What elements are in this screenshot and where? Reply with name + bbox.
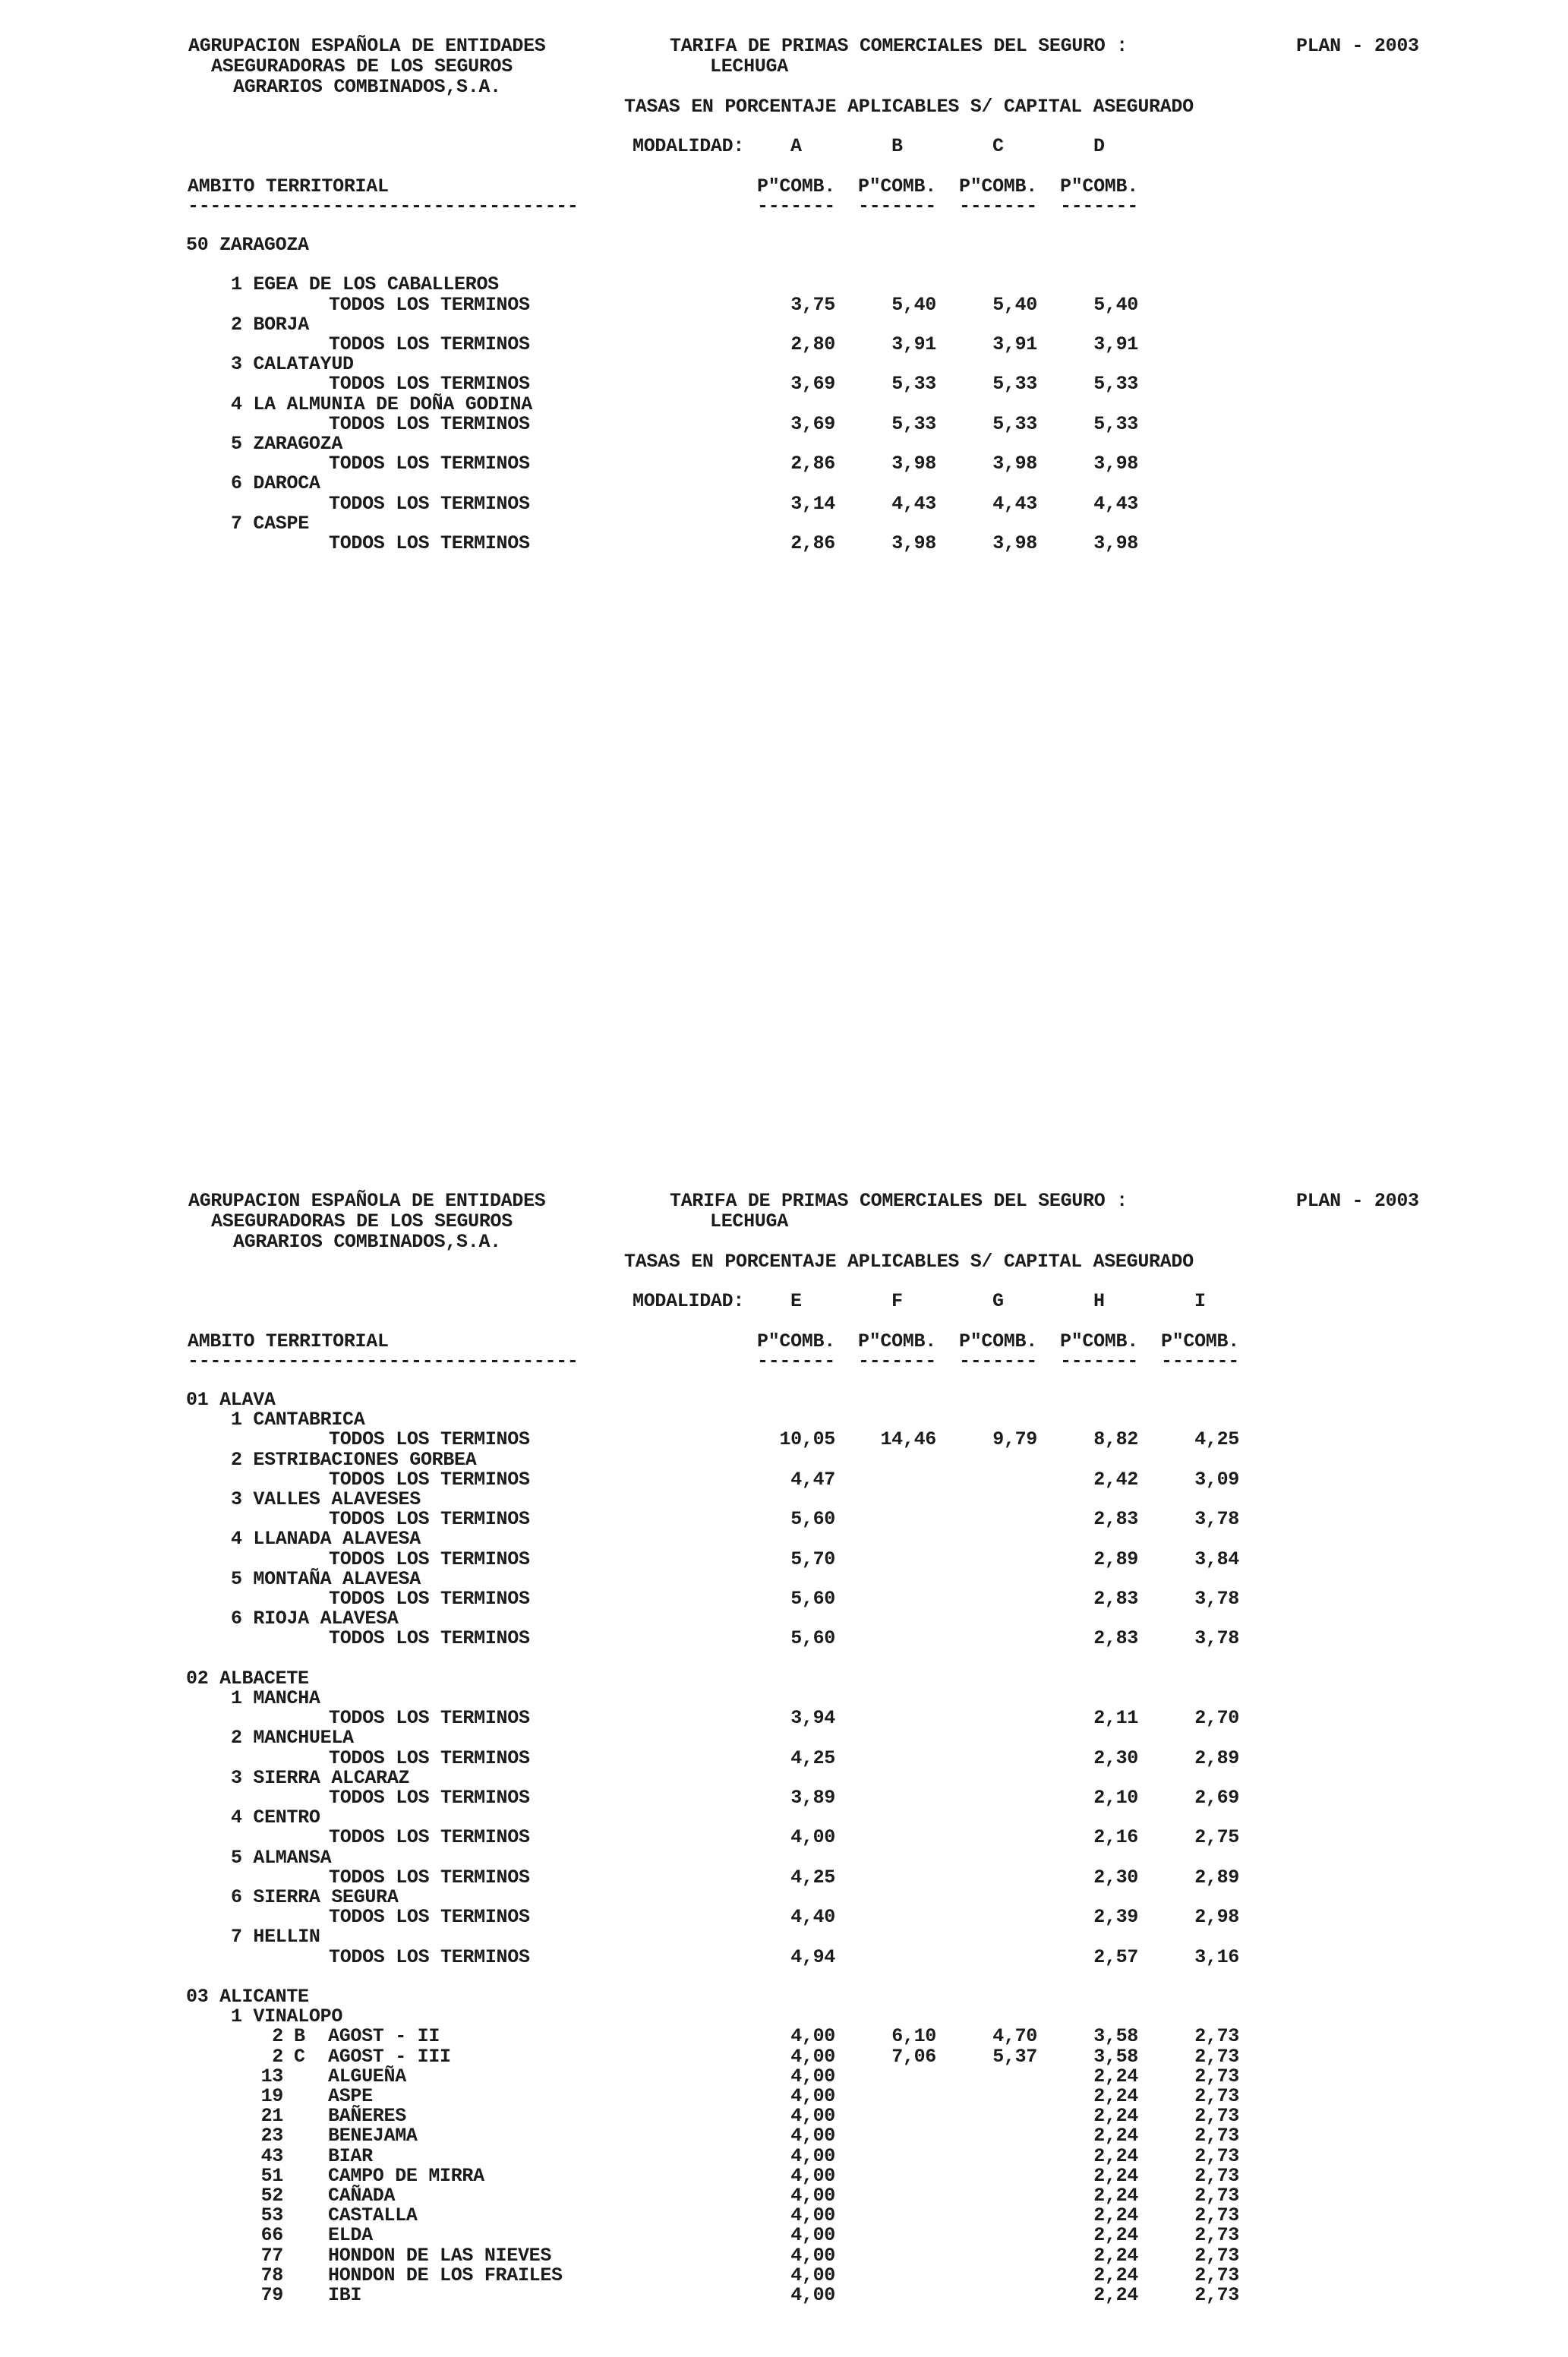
municipality-name: CAÑADA	[328, 2185, 396, 2207]
rate-value: 2,73	[1194, 2105, 1239, 2127]
rate-value: 2,24	[1093, 2105, 1138, 2127]
modalidad-label: MODALIDAD:	[633, 1290, 745, 1312]
comarca-heading: 5 ZARAGOZA	[231, 433, 343, 455]
rate-value: 2,24	[1093, 2264, 1138, 2286]
rate-value: 4,47	[790, 1469, 835, 1491]
municipality-code: 78	[260, 2264, 283, 2286]
municipality-name: AGOST - III	[328, 2046, 451, 2068]
comarca-heading: 3 CALATAYUD	[231, 353, 354, 375]
rate-value: 2,69	[1194, 1787, 1239, 1809]
municipality-code: 77	[260, 2245, 283, 2267]
rate-value: 2,30	[1093, 1747, 1138, 1769]
ambito-underline: -----------------------------------	[188, 195, 579, 217]
rate-value: 2,73	[1194, 2145, 1239, 2167]
municipality-name: IBI	[328, 2284, 362, 2306]
terms-label: TODOS LOS TERMINOS	[329, 1787, 530, 1809]
rate-value: 3,89	[790, 1787, 835, 1809]
terms-label: TODOS LOS TERMINOS	[329, 1627, 530, 1649]
rate-value: 2,80	[790, 333, 835, 355]
rate-value: 3,98	[891, 532, 936, 554]
rate-value: 4,00	[790, 2065, 835, 2087]
col-underline: -------	[757, 195, 835, 217]
municipality-name: CASTALLA	[328, 2204, 418, 2226]
modality-letter-e: E	[790, 1290, 802, 1312]
rate-value: 2,73	[1194, 2025, 1239, 2047]
rate-value: 4,00	[790, 2145, 835, 2167]
terms-label: TODOS LOS TERMINOS	[329, 294, 530, 316]
rate-value: 2,83	[1093, 1508, 1138, 1530]
comarca-heading: 4 CENTRO	[231, 1806, 320, 1828]
rate-value: 3,14	[790, 493, 835, 515]
org-name-line-1: AGRUPACION ESPAÑOLA DE ENTIDADES	[188, 35, 546, 57]
rate-value: 6,10	[891, 2025, 936, 2047]
comarca-heading: 3 VALLES ALAVESES	[231, 1488, 421, 1510]
province-heading: 50 ZARAGOZA	[186, 234, 309, 256]
comarca-heading: 5 ALMANSA	[231, 1847, 332, 1869]
rate-value: 5,40	[891, 294, 936, 316]
doc-subtitle: TASAS EN PORCENTAJE APLICABLES S/ CAPITAL ASEGURADO	[624, 1251, 1194, 1273]
org-name-line-1: AGRUPACION ESPAÑOLA DE ENTIDADES	[188, 1190, 546, 1212]
modality-letter-h: H	[1093, 1290, 1105, 1312]
rate-value: 4,00	[790, 2046, 835, 2068]
rate-value: 4,43	[992, 493, 1037, 515]
municipality-name: ASPE	[328, 2085, 373, 2107]
municipality-subcode: C	[294, 2046, 305, 2068]
col-header: P"COMB.	[1060, 175, 1138, 197]
rate-value: 4,00	[790, 2105, 835, 2127]
terms-label: TODOS LOS TERMINOS	[329, 1508, 530, 1530]
comarca-heading: 4 LLANADA ALAVESA	[231, 1528, 421, 1550]
org-name-line-3: AGRARIOS COMBINADOS,S.A.	[233, 76, 501, 98]
rate-value: 2,57	[1093, 1946, 1138, 1968]
rate-value: 2,24	[1093, 2165, 1138, 2187]
col-underline: -------	[959, 1350, 1037, 1372]
terms-label: TODOS LOS TERMINOS	[329, 333, 530, 355]
rate-value: 2,73	[1194, 2204, 1239, 2226]
comarca-heading: 4 LA ALMUNIA DE DOÑA GODINA	[231, 393, 532, 415]
municipality-code: 19	[260, 2085, 283, 2107]
municipality-code: 2	[272, 2025, 283, 2047]
rate-value: 3,98	[891, 453, 936, 475]
rate-value: 3,09	[1194, 1469, 1239, 1491]
municipality-code: 52	[260, 2185, 283, 2207]
terms-label: TODOS LOS TERMINOS	[329, 493, 530, 515]
rate-value: 2,86	[790, 532, 835, 554]
terms-label: TODOS LOS TERMINOS	[329, 1548, 530, 1570]
rate-value: 4,00	[790, 2264, 835, 2286]
col-header: P"COMB.	[757, 1330, 835, 1352]
rate-value: 4,25	[790, 1747, 835, 1769]
comarca-heading: 2 ESTRIBACIONES GORBEA	[231, 1449, 477, 1471]
rate-value: 2,24	[1093, 2085, 1138, 2107]
rate-value: 3,58	[1093, 2025, 1138, 2047]
terms-label: TODOS LOS TERMINOS	[329, 1428, 530, 1450]
comarca-heading: 1 VINALOPO	[231, 2005, 343, 2027]
rate-value: 2,30	[1093, 1866, 1138, 1888]
rate-value: 5,33	[891, 413, 936, 435]
comarca-heading: 1 EGEA DE LOS CABALLEROS	[231, 273, 499, 295]
rate-value: 3,75	[790, 294, 835, 316]
terms-label: TODOS LOS TERMINOS	[329, 1747, 530, 1769]
comarca-heading: 1 CANTABRICA	[231, 1409, 365, 1431]
rate-value: 5,37	[992, 2046, 1037, 2068]
terms-label: TODOS LOS TERMINOS	[329, 453, 530, 475]
rate-value: 2,24	[1093, 2185, 1138, 2207]
comarca-heading: 6 DAROCA	[231, 472, 320, 494]
col-header: P"COMB.	[858, 175, 936, 197]
comarca-heading: 5 MONTAÑA ALAVESA	[231, 1568, 421, 1590]
rate-value: 4,00	[790, 2245, 835, 2267]
comarca-heading: 2 BORJA	[231, 314, 309, 336]
rate-value: 2,24	[1093, 2284, 1138, 2306]
rate-value: 2,70	[1194, 1707, 1239, 1729]
municipality-code: 43	[260, 2145, 283, 2167]
rate-value: 3,91	[992, 333, 1037, 355]
rate-value: 14,46	[880, 1428, 936, 1450]
rate-value: 4,00	[790, 2204, 835, 2226]
terms-label: TODOS LOS TERMINOS	[329, 1707, 530, 1729]
modality-letter-f: F	[891, 1290, 903, 1312]
rate-value: 2,24	[1093, 2145, 1138, 2167]
rate-value: 2,24	[1093, 2204, 1138, 2226]
comarca-heading: 1 MANCHA	[231, 1687, 320, 1709]
rate-value: 2,10	[1093, 1787, 1138, 1809]
col-underline: -------	[959, 195, 1037, 217]
rate-value: 5,60	[790, 1627, 835, 1649]
org-name-line-3: AGRARIOS COMBINADOS,S.A.	[233, 1231, 501, 1253]
rate-value: 4,25	[790, 1866, 835, 1888]
modality-letter-c: C	[992, 135, 1004, 157]
municipality-subcode: B	[294, 2025, 305, 2047]
rate-value: 4,94	[790, 1946, 835, 1968]
rate-value: 5,60	[790, 1588, 835, 1610]
col-underline: -------	[858, 1350, 936, 1372]
rate-value: 2,89	[1093, 1548, 1138, 1570]
col-underline: -------	[1060, 195, 1138, 217]
rate-value: 5,40	[1093, 294, 1138, 316]
rate-value: 2,16	[1093, 1826, 1138, 1848]
org-name-line-2: ASEGURADORAS DE LOS SEGUROS	[211, 55, 513, 77]
municipality-code: 51	[260, 2165, 283, 2187]
rate-value: 2,75	[1194, 1826, 1239, 1848]
crop-name: LECHUGA	[710, 1210, 788, 1232]
terms-label: TODOS LOS TERMINOS	[329, 1826, 530, 1848]
rate-value: 5,33	[1093, 373, 1138, 395]
rate-value: 3,91	[1093, 333, 1138, 355]
rate-value: 2,89	[1194, 1866, 1239, 1888]
municipality-name: BENEJAMA	[328, 2125, 418, 2147]
rate-value: 7,06	[891, 2046, 936, 2068]
rate-value: 3,98	[992, 453, 1037, 475]
rate-value: 2,73	[1194, 2284, 1239, 2306]
terms-label: TODOS LOS TERMINOS	[329, 413, 530, 435]
rate-value: 4,00	[790, 1826, 835, 1848]
rate-value: 3,58	[1093, 2046, 1138, 2068]
rate-value: 3,16	[1194, 1946, 1239, 1968]
rate-value: 2,73	[1194, 2085, 1239, 2107]
rate-value: 3,91	[891, 333, 936, 355]
municipality-code: 53	[260, 2204, 283, 2226]
rate-value: 8,82	[1093, 1428, 1138, 1450]
rate-value: 2,11	[1093, 1707, 1138, 1729]
rate-value: 2,42	[1093, 1469, 1138, 1491]
rate-value: 4,00	[790, 2125, 835, 2147]
terms-label: TODOS LOS TERMINOS	[329, 1469, 530, 1491]
rate-value: 4,00	[790, 2025, 835, 2047]
rate-value: 2,73	[1194, 2165, 1239, 2187]
rate-value: 2,86	[790, 453, 835, 475]
rate-value: 4,43	[891, 493, 936, 515]
col-header: P"COMB.	[1060, 1330, 1138, 1352]
modality-letter-a: A	[790, 135, 802, 157]
rate-value: 4,70	[992, 2025, 1037, 2047]
municipality-name: ELDA	[328, 2224, 373, 2246]
rate-value: 2,73	[1194, 2065, 1239, 2087]
rate-value: 5,33	[1093, 413, 1138, 435]
rate-value: 4,00	[790, 2284, 835, 2306]
rate-value: 4,00	[790, 2165, 835, 2187]
comarca-heading: 3 SIERRA ALCARAZ	[231, 1767, 410, 1789]
municipality-code: 66	[260, 2224, 283, 2246]
rate-value: 2,83	[1093, 1627, 1138, 1649]
crop-name: LECHUGA	[710, 55, 788, 77]
rate-value: 2,98	[1194, 1906, 1239, 1928]
rate-value: 3,98	[1093, 453, 1138, 475]
municipality-name: CAMPO DE MIRRA	[328, 2165, 484, 2187]
col-header: P"COMB.	[757, 175, 835, 197]
terms-label: TODOS LOS TERMINOS	[329, 373, 530, 395]
municipality-name: ALGUEÑA	[328, 2065, 406, 2087]
municipality-name: HONDON DE LAS NIEVES	[328, 2245, 552, 2267]
rate-value: 2,73	[1194, 2185, 1239, 2207]
modality-letter-g: G	[992, 1290, 1004, 1312]
comarca-heading: 7 HELLIN	[231, 1926, 320, 1948]
rate-value: 2,24	[1093, 2065, 1138, 2087]
province-heading: 02 ALBACETE	[186, 1668, 309, 1690]
col-header: P"COMB.	[959, 175, 1037, 197]
municipality-code: 79	[260, 2284, 283, 2306]
municipality-name: AGOST - II	[328, 2025, 440, 2047]
col-underline: -------	[858, 195, 936, 217]
comarca-heading: 6 SIERRA SEGURA	[231, 1886, 399, 1908]
rate-value: 4,00	[790, 2224, 835, 2246]
municipality-name: BAÑERES	[328, 2105, 406, 2127]
rate-value: 3,69	[790, 373, 835, 395]
rate-value: 2,73	[1194, 2224, 1239, 2246]
ambito-label: AMBITO TERRITORIAL	[188, 1330, 389, 1352]
municipality-name: HONDON DE LOS FRAILES	[328, 2264, 563, 2286]
province-heading: 01 ALAVA	[186, 1389, 276, 1411]
col-header: P"COMB.	[1161, 1330, 1239, 1352]
rate-value: 2,89	[1194, 1747, 1239, 1769]
comarca-heading: 7 CASPE	[231, 513, 309, 535]
modalidad-label: MODALIDAD:	[633, 135, 745, 157]
doc-title: TARIFA DE PRIMAS COMERCIALES DEL SEGURO :	[670, 1190, 1128, 1212]
col-header: P"COMB.	[858, 1330, 936, 1352]
rate-value: 10,05	[779, 1428, 835, 1450]
comarca-heading: 6 RIOJA ALAVESA	[231, 1608, 399, 1630]
plan-year: PLAN - 2003	[1296, 35, 1419, 57]
rate-value: 3,94	[790, 1707, 835, 1729]
rate-value: 2,73	[1194, 2046, 1239, 2068]
col-underline: -------	[1161, 1350, 1239, 1372]
municipality-code: 13	[260, 2065, 283, 2087]
rate-value: 4,00	[790, 2185, 835, 2207]
rate-value: 4,00	[790, 2085, 835, 2107]
rate-value: 2,83	[1093, 1588, 1138, 1610]
doc-subtitle: TASAS EN PORCENTAJE APLICABLES S/ CAPITAL ASEGURADO	[624, 96, 1194, 118]
province-heading: 03 ALICANTE	[186, 1986, 309, 2008]
rate-value: 5,70	[790, 1548, 835, 1570]
rate-value: 4,43	[1093, 493, 1138, 515]
municipality-name: BIAR	[328, 2145, 373, 2167]
rate-value: 4,25	[1194, 1428, 1239, 1450]
terms-label: TODOS LOS TERMINOS	[329, 532, 530, 554]
rate-value: 2,24	[1093, 2245, 1138, 2267]
rate-value: 4,40	[790, 1906, 835, 1928]
rate-value: 5,33	[891, 373, 936, 395]
rate-value: 2,73	[1194, 2125, 1239, 2147]
rate-value: 2,24	[1093, 2125, 1138, 2147]
municipality-code: 23	[260, 2125, 283, 2147]
municipality-code: 21	[260, 2105, 283, 2127]
rate-value: 3,84	[1194, 1548, 1239, 1570]
rate-value: 2,73	[1194, 2245, 1239, 2267]
rate-value: 3,98	[992, 532, 1037, 554]
rate-value: 2,39	[1093, 1906, 1138, 1928]
rate-value: 5,60	[790, 1508, 835, 1530]
modality-letter-b: B	[891, 135, 903, 157]
terms-label: TODOS LOS TERMINOS	[329, 1588, 530, 1610]
org-name-line-2: ASEGURADORAS DE LOS SEGUROS	[211, 1210, 513, 1232]
municipality-code: 2	[272, 2046, 283, 2068]
rate-value: 2,24	[1093, 2224, 1138, 2246]
modality-letter-i: I	[1194, 1290, 1206, 1312]
rate-value: 3,78	[1194, 1627, 1239, 1649]
terms-label: TODOS LOS TERMINOS	[329, 1866, 530, 1888]
col-underline: -------	[1060, 1350, 1138, 1372]
rate-value: 5,40	[992, 294, 1037, 316]
rate-value: 5,33	[992, 373, 1037, 395]
rate-value: 3,78	[1194, 1508, 1239, 1530]
rate-value: 3,98	[1093, 532, 1138, 554]
col-underline: -------	[757, 1350, 835, 1372]
modality-letter-d: D	[1093, 135, 1105, 157]
comarca-heading: 2 MANCHUELA	[231, 1727, 354, 1749]
terms-label: TODOS LOS TERMINOS	[329, 1946, 530, 1968]
doc-title: TARIFA DE PRIMAS COMERCIALES DEL SEGURO :	[670, 35, 1128, 57]
rate-value: 3,78	[1194, 1588, 1239, 1610]
rate-value: 2,73	[1194, 2264, 1239, 2286]
ambito-label: AMBITO TERRITORIAL	[188, 175, 389, 197]
col-header: P"COMB.	[959, 1330, 1037, 1352]
terms-label: TODOS LOS TERMINOS	[329, 1906, 530, 1928]
rate-value: 5,33	[992, 413, 1037, 435]
ambito-underline: -----------------------------------	[188, 1350, 579, 1372]
rate-value: 9,79	[992, 1428, 1037, 1450]
rate-value: 3,69	[790, 413, 835, 435]
plan-year: PLAN - 2003	[1296, 1190, 1419, 1212]
